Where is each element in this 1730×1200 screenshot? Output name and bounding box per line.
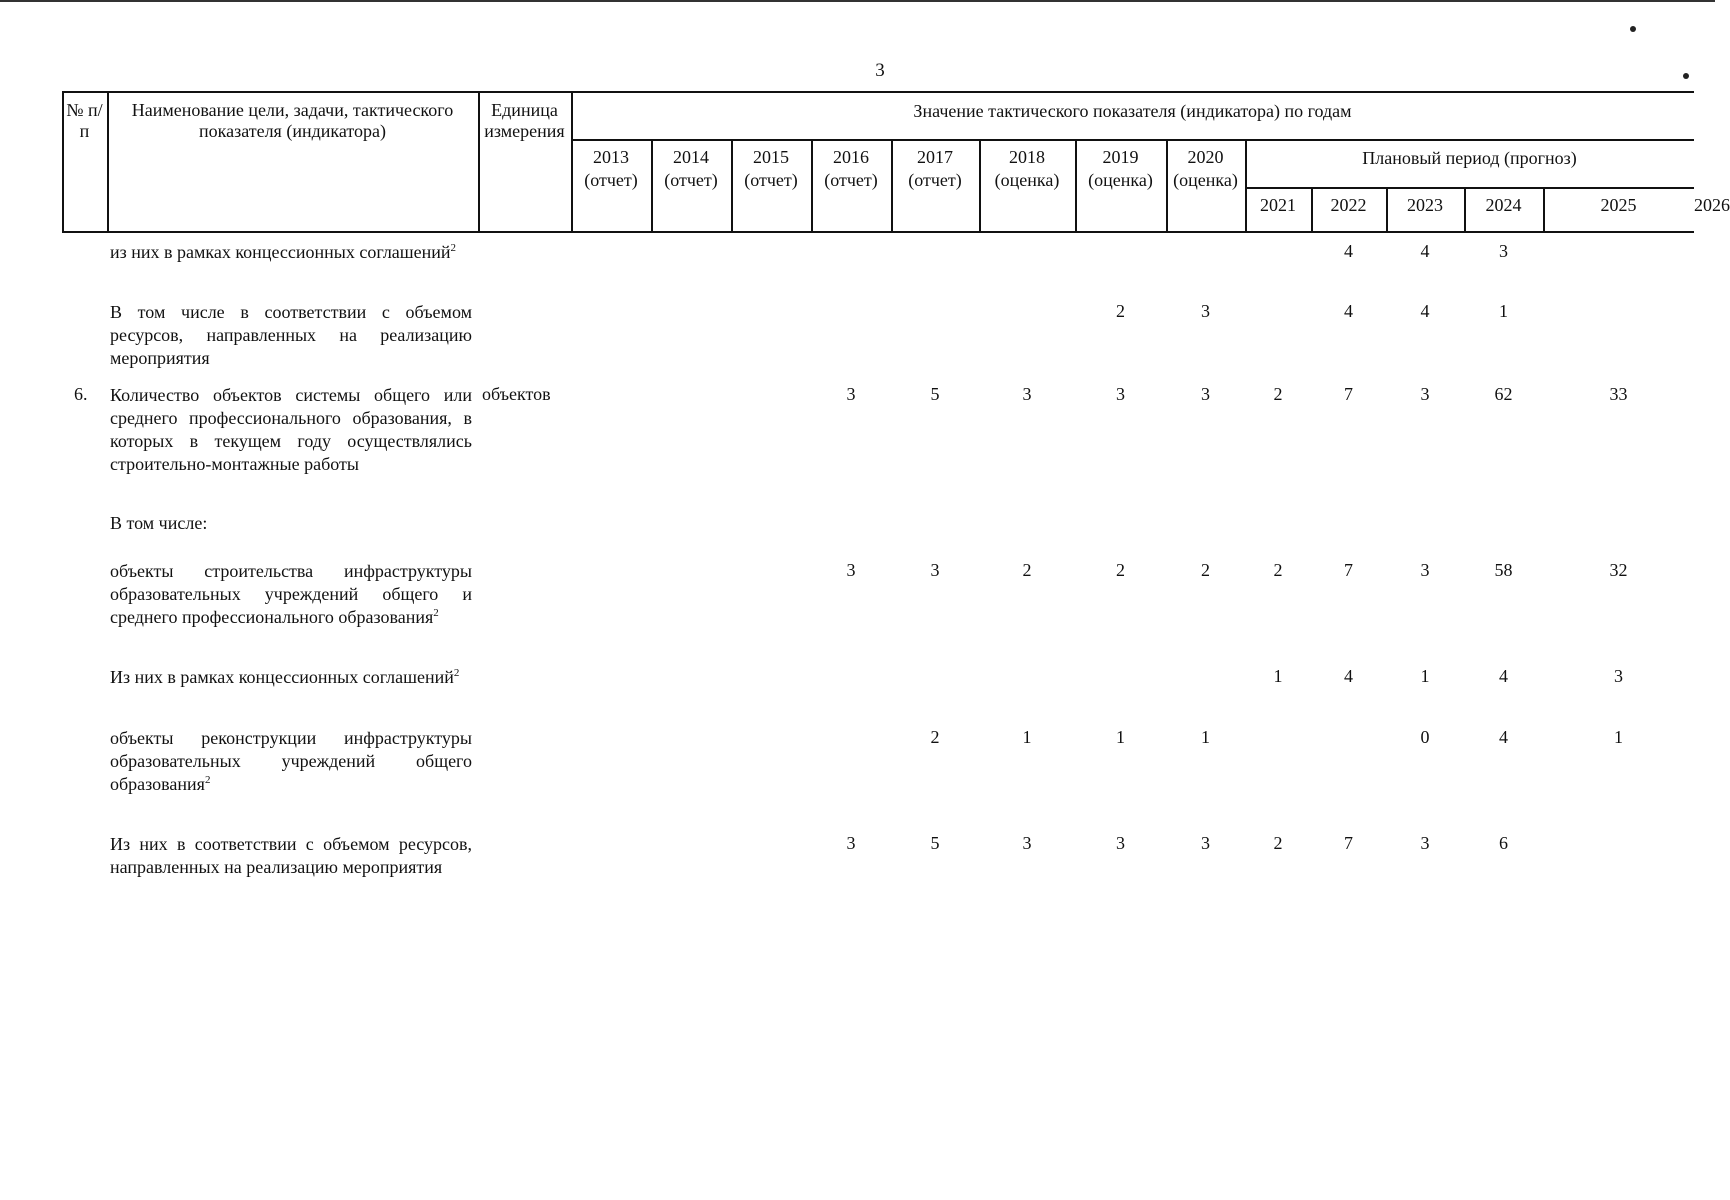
value-cell-2018: 3: [1022, 833, 1032, 853]
indicator-name: В том числе:: [110, 513, 208, 533]
value-cell-2024: 4: [1499, 727, 1508, 747]
value-cell-2022: 7: [1344, 384, 1353, 404]
unit-value: объектов: [482, 384, 551, 404]
value-cell-2022: 4: [1344, 666, 1353, 686]
value-cell-2023: 3: [1420, 833, 1430, 853]
value-cell-2023: 4: [1420, 241, 1430, 261]
value-cell-2022: 4: [1344, 301, 1353, 321]
value-cell-2020: 3: [1201, 384, 1210, 404]
indicator-name: из них в рамках концессионных соглашений$^2$: [110, 242, 457, 262]
value-cell-2018: 1: [1022, 727, 1032, 747]
indicator-name: Из них в соответствии с объемом ресурсов, направленных на реализацию мероприятия: [110, 834, 472, 877]
header-plan-year-2025: 2025: [1600, 195, 1637, 215]
value-cell-2016: 3: [846, 833, 856, 853]
value-cell-2021: 2: [1273, 384, 1283, 404]
value-cell-2017: 3: [930, 560, 940, 580]
header-year-2013: 2013 (отчет): [584, 147, 638, 190]
value-cell-2018: 2: [1022, 560, 1032, 580]
table-rule: [571, 139, 1694, 141]
value-cell-2021: 2: [1273, 560, 1283, 580]
value-cell-2024: 58: [1494, 560, 1513, 580]
value-cell-2019: 3: [1116, 833, 1125, 853]
value-cell-2020: 3: [1201, 833, 1210, 853]
value-cell-2025: 1: [1614, 727, 1623, 747]
header-year-2018: 2018 (оценка): [994, 147, 1060, 190]
header-unit: Единица измерения: [484, 100, 565, 141]
value-cell-2016: 3: [846, 384, 856, 404]
header-year-2019: 2019 (оценка): [1088, 147, 1153, 190]
header-plan-year-2024: 2024: [1485, 195, 1522, 215]
header-name: Наименование цели, задачи, тактического показателя (индикатора): [131, 100, 454, 141]
value-cell-2022: 4: [1344, 241, 1353, 261]
value-cell-2025: 3: [1614, 666, 1623, 686]
header-year-2020: 2020 (оценка): [1173, 147, 1238, 190]
value-cell-2020: 3: [1201, 301, 1210, 321]
header-plan-year-2022: 2022: [1330, 195, 1367, 215]
value-cell-2024: 4: [1499, 666, 1508, 686]
value-cell-2017: 5: [930, 384, 940, 404]
value-cell-2018: 3: [1022, 384, 1032, 404]
value-cell-2023: 3: [1420, 560, 1430, 580]
value-cell-2019: 1: [1116, 727, 1125, 747]
header-year-2016: 2016 (отчет): [824, 147, 878, 190]
value-cell-2021: 1: [1273, 666, 1283, 686]
value-cell-2020: 1: [1201, 727, 1210, 747]
header-plan-year-2023: 2023: [1407, 195, 1443, 215]
value-cell-2020: 2: [1201, 560, 1210, 580]
table-rule: [62, 231, 1694, 233]
header-num: № п/п: [66, 100, 103, 141]
value-cell-2017: 5: [930, 833, 940, 853]
value-cell-2025: 32: [1609, 560, 1628, 580]
header-year-2015: 2015 (отчет): [744, 147, 798, 190]
header-plan-year-2026: 2026: [1694, 195, 1730, 215]
scan-top-edge: [0, 0, 1715, 2]
value-cell-2019: 2: [1116, 301, 1125, 321]
page-number: 3: [875, 60, 885, 81]
header-year-2014: 2014 (отчет): [664, 147, 718, 190]
value-cell-2024: 3: [1499, 241, 1508, 261]
indicator-name: объекты реконструкции инфраструктуры образовательных учреждений общего образования$^2$: [110, 728, 472, 794]
value-cell-2023: 4: [1420, 301, 1430, 321]
value-cell-2019: 2: [1116, 560, 1125, 580]
scan-speck: [1683, 73, 1689, 79]
value-cell-2023: 1: [1420, 666, 1430, 686]
value-cell-2021: 2: [1273, 833, 1283, 853]
value-cell-2024: 1: [1499, 301, 1508, 321]
value-cell-2019: 3: [1116, 384, 1125, 404]
value-cell-2023: 0: [1420, 727, 1430, 747]
table-rule: [62, 91, 1694, 93]
value-cell-2022: 7: [1344, 833, 1353, 853]
indicator-name: объекты строительства инфраструктуры образовательных учреждений общего и среднего профессионального образования$^2$: [110, 561, 472, 627]
indicator-name: Из них в рамках концессионных соглашений$^2$: [110, 667, 460, 687]
table-rule: [107, 91, 109, 231]
header-plan-title: Плановый период (прогноз): [1362, 148, 1577, 168]
scan-speck: [1630, 26, 1636, 32]
indicator-name: Количество объектов системы общего или среднего профессионального образования, в которых в текущем году осуществлялись строительно-монтажные работы: [110, 385, 472, 474]
header-values-title: Значение тактического показателя (индикатора) по годам: [913, 101, 1352, 121]
value-cell-2024: 62: [1494, 384, 1513, 404]
value-cell-2016: 3: [846, 560, 856, 580]
value-cell-2023: 3: [1420, 384, 1430, 404]
value-cell-2022: 7: [1344, 560, 1353, 580]
header-year-2017: 2017 (отчет): [908, 147, 962, 190]
header-plan-year-2021: 2021: [1260, 195, 1296, 215]
value-cell-2024: 6: [1499, 833, 1508, 853]
indicator-name: В том числе в соответствии с объемом ресурсов, направленных на реализацию мероприятия: [110, 302, 472, 368]
value-cell-2025: 33: [1609, 384, 1628, 404]
row-number: 6.: [74, 384, 88, 404]
value-cell-2017: 2: [930, 727, 940, 747]
